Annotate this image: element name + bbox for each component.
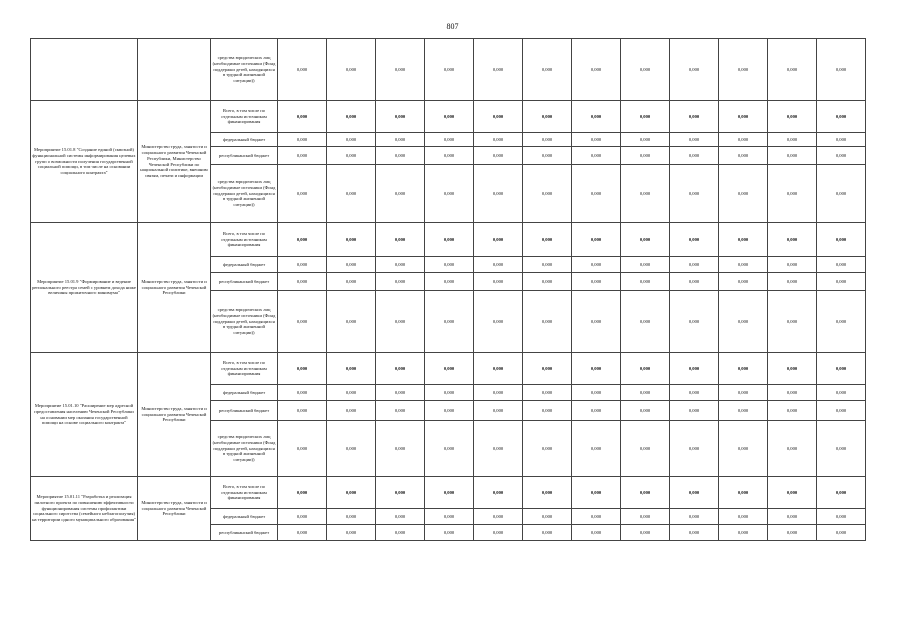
amount-cell: 0,000 <box>376 385 425 401</box>
amount-cell: 0,000 <box>670 223 719 257</box>
amount-cell: 0,000 <box>425 421 474 477</box>
amount-cell: 0,000 <box>670 401 719 421</box>
amount-cell: 0,000 <box>719 477 768 509</box>
amount-cell: 0,000 <box>572 257 621 273</box>
amount-cell: 0,000 <box>670 291 719 353</box>
event-name-cell: Мероприятие 15.01.8 "Создание единой (сквозной) функциональной системы информирования целевых групп о возможности получения государственной социальной помощи, в том числе на основании социального контракта" <box>31 101 138 223</box>
table-row <box>31 39 866 101</box>
amount-cell: 0,000 <box>621 477 670 509</box>
amount-cell: 0,000 <box>817 147 866 165</box>
amount-cell: 0,000 <box>278 291 327 353</box>
amount-cell: 0,000 <box>572 353 621 385</box>
amount-cell: 0,000 <box>474 133 523 147</box>
amount-cell: 0,000 <box>425 147 474 165</box>
amount-cell: 0,000 <box>817 257 866 273</box>
amount-cell: 0,000 <box>817 353 866 385</box>
amount-cell: 0,000 <box>474 401 523 421</box>
amount-cell: 0,000 <box>621 133 670 147</box>
responsible-org-cell: Министерство труда, занятости и социального развития Чеченской Республики <box>138 477 211 541</box>
amount-cell: 0,000 <box>621 385 670 401</box>
amount-cell: 0,000 <box>474 39 523 101</box>
amount-cell: 0,000 <box>768 101 817 133</box>
amount-cell: 0,000 <box>768 291 817 353</box>
amount-cell: 0,000 <box>621 165 670 223</box>
funding-source-cell: Всего, в том числе по отдельным источникам финансирования <box>211 223 278 257</box>
funding-source-cell: республиканский бюджет <box>211 401 278 421</box>
amount-cell: 0,000 <box>327 525 376 541</box>
amount-cell: 0,000 <box>817 39 866 101</box>
amount-cell: 0,000 <box>376 421 425 477</box>
amount-cell: 0,000 <box>719 353 768 385</box>
amount-cell: 0,000 <box>474 421 523 477</box>
amount-cell: 0,000 <box>327 385 376 401</box>
amount-cell: 0,000 <box>621 421 670 477</box>
amount-cell: 0,000 <box>719 401 768 421</box>
amount-cell: 0,000 <box>376 353 425 385</box>
amount-cell: 0,000 <box>376 147 425 165</box>
funding-source-cell: республиканский бюджет <box>211 525 278 541</box>
funding-source-cell: Всего, в том числе по отдельным источникам финансирования <box>211 353 278 385</box>
table-row <box>31 477 866 509</box>
amount-cell: 0,000 <box>376 525 425 541</box>
amount-cell: 0,000 <box>278 525 327 541</box>
amount-cell: 0,000 <box>523 385 572 401</box>
amount-cell: 0,000 <box>327 223 376 257</box>
amount-cell: 0,000 <box>425 477 474 509</box>
amount-cell: 0,000 <box>768 509 817 525</box>
amount-cell: 0,000 <box>621 401 670 421</box>
amount-cell: 0,000 <box>425 509 474 525</box>
amount-cell: 0,000 <box>523 147 572 165</box>
amount-cell: 0,000 <box>278 273 327 291</box>
amount-cell: 0,000 <box>474 257 523 273</box>
amount-cell: 0,000 <box>768 257 817 273</box>
amount-cell: 0,000 <box>817 421 866 477</box>
amount-cell: 0,000 <box>523 291 572 353</box>
amount-cell: 0,000 <box>817 509 866 525</box>
amount-cell: 0,000 <box>768 165 817 223</box>
amount-cell: 0,000 <box>817 133 866 147</box>
amount-cell: 0,000 <box>719 421 768 477</box>
amount-cell: 0,000 <box>425 291 474 353</box>
amount-cell: 0,000 <box>376 101 425 133</box>
funding-source-cell: средства юридических лиц (необходимые источники (Фонд поддержки детей, находящихся в трудной жизненной ситуации)) <box>211 291 278 353</box>
amount-cell: 0,000 <box>817 101 866 133</box>
amount-cell: 0,000 <box>621 509 670 525</box>
amount-cell: 0,000 <box>523 477 572 509</box>
amount-cell: 0,000 <box>768 421 817 477</box>
amount-cell: 0,000 <box>376 477 425 509</box>
amount-cell: 0,000 <box>817 401 866 421</box>
amount-cell: 0,000 <box>376 39 425 101</box>
amount-cell: 0,000 <box>670 477 719 509</box>
table-row <box>31 101 866 133</box>
amount-cell: 0,000 <box>670 101 719 133</box>
amount-cell: 0,000 <box>278 401 327 421</box>
amount-cell: 0,000 <box>327 421 376 477</box>
amount-cell: 0,000 <box>572 401 621 421</box>
amount-cell: 0,000 <box>572 509 621 525</box>
amount-cell: 0,000 <box>425 525 474 541</box>
funding-source-cell: республиканский бюджет <box>211 147 278 165</box>
event-name-cell: Мероприятие 15.01.10 "Расширение мер адресной предоставления населению Чеченской Республики на основании мер оказания государственной помощи на основе социального контракта" <box>31 353 138 477</box>
responsible-org-cell: Министерство труда, занятости и социального развития Чеченской Республики <box>138 223 211 353</box>
amount-cell: 0,000 <box>670 39 719 101</box>
amount-cell: 0,000 <box>768 525 817 541</box>
amount-cell: 0,000 <box>425 401 474 421</box>
amount-cell: 0,000 <box>474 353 523 385</box>
amount-cell: 0,000 <box>768 477 817 509</box>
amount-cell: 0,000 <box>670 421 719 477</box>
funding-source-cell: федеральный бюджет <box>211 257 278 273</box>
amount-cell: 0,000 <box>523 401 572 421</box>
responsible-org-cell <box>138 39 211 101</box>
amount-cell: 0,000 <box>376 165 425 223</box>
funding-source-cell: Всего, в том числе по отдельным источникам финансирования <box>211 477 278 509</box>
amount-cell: 0,000 <box>278 223 327 257</box>
amount-cell: 0,000 <box>474 273 523 291</box>
amount-cell: 0,000 <box>768 273 817 291</box>
amount-cell: 0,000 <box>572 525 621 541</box>
amount-cell: 0,000 <box>719 509 768 525</box>
amount-cell: 0,000 <box>474 509 523 525</box>
amount-cell: 0,000 <box>670 509 719 525</box>
amount-cell: 0,000 <box>670 385 719 401</box>
amount-cell: 0,000 <box>817 525 866 541</box>
amount-cell: 0,000 <box>474 165 523 223</box>
amount-cell: 0,000 <box>327 257 376 273</box>
amount-cell: 0,000 <box>817 385 866 401</box>
amount-cell: 0,000 <box>474 223 523 257</box>
funding-source-cell: федеральный бюджет <box>211 509 278 525</box>
amount-cell: 0,000 <box>719 257 768 273</box>
amount-cell: 0,000 <box>376 291 425 353</box>
event-name-cell: Мероприятие 15.01.9 "Формирование и ведение регионального реестра семей с уровнем дохода ниже величины прожиточного минимума" <box>31 223 138 353</box>
amount-cell: 0,000 <box>376 223 425 257</box>
amount-cell: 0,000 <box>523 421 572 477</box>
amount-cell: 0,000 <box>572 385 621 401</box>
amount-cell: 0,000 <box>278 147 327 165</box>
amount-cell: 0,000 <box>621 223 670 257</box>
amount-cell: 0,000 <box>474 147 523 165</box>
amount-cell: 0,000 <box>278 165 327 223</box>
amount-cell: 0,000 <box>474 477 523 509</box>
amount-cell: 0,000 <box>572 477 621 509</box>
amount-cell: 0,000 <box>425 39 474 101</box>
amount-cell: 0,000 <box>327 273 376 291</box>
funding-source-cell: федеральный бюджет <box>211 133 278 147</box>
amount-cell: 0,000 <box>425 385 474 401</box>
amount-cell: 0,000 <box>817 273 866 291</box>
amount-cell: 0,000 <box>425 223 474 257</box>
amount-cell: 0,000 <box>278 421 327 477</box>
amount-cell: 0,000 <box>768 401 817 421</box>
amount-cell: 0,000 <box>768 353 817 385</box>
responsible-org-cell: Министерство труда, занятости и социального развития Чеченской Республики <box>138 353 211 477</box>
amount-cell: 0,000 <box>474 291 523 353</box>
amount-cell: 0,000 <box>768 147 817 165</box>
amount-cell: 0,000 <box>621 273 670 291</box>
amount-cell: 0,000 <box>523 223 572 257</box>
funding-source-cell: республиканский бюджет <box>211 273 278 291</box>
amount-cell: 0,000 <box>572 421 621 477</box>
amount-cell: 0,000 <box>670 273 719 291</box>
financing-table <box>30 38 866 541</box>
amount-cell: 0,000 <box>474 385 523 401</box>
amount-cell: 0,000 <box>523 39 572 101</box>
amount-cell: 0,000 <box>425 101 474 133</box>
amount-cell: 0,000 <box>621 39 670 101</box>
amount-cell: 0,000 <box>425 353 474 385</box>
amount-cell: 0,000 <box>768 385 817 401</box>
amount-cell: 0,000 <box>572 165 621 223</box>
table-row <box>31 223 866 257</box>
amount-cell: 0,000 <box>621 257 670 273</box>
amount-cell: 0,000 <box>817 477 866 509</box>
amount-cell: 0,000 <box>523 133 572 147</box>
amount-cell: 0,000 <box>670 133 719 147</box>
amount-cell: 0,000 <box>278 353 327 385</box>
amount-cell: 0,000 <box>572 223 621 257</box>
amount-cell: 0,000 <box>670 147 719 165</box>
amount-cell: 0,000 <box>327 477 376 509</box>
amount-cell: 0,000 <box>425 133 474 147</box>
amount-cell: 0,000 <box>817 291 866 353</box>
amount-cell: 0,000 <box>719 385 768 401</box>
amount-cell: 0,000 <box>327 39 376 101</box>
amount-cell: 0,000 <box>523 165 572 223</box>
amount-cell: 0,000 <box>376 273 425 291</box>
funding-source-cell: средства юридических лиц (необходимые источники (Фонд поддержки детей, находящихся в трудной жизненной ситуации)) <box>211 39 278 101</box>
event-name-cell: Мероприятие 15.01.11 "Разработка и реализация пилотного проекта по повышению эффективности функционирования системы профилактики социального сиротства (семейного неблагополучия) на территории одного муниципального образования" <box>31 477 138 541</box>
funding-source-cell: федеральный бюджет <box>211 385 278 401</box>
amount-cell: 0,000 <box>572 101 621 133</box>
amount-cell: 0,000 <box>670 525 719 541</box>
amount-cell: 0,000 <box>327 291 376 353</box>
amount-cell: 0,000 <box>278 385 327 401</box>
amount-cell: 0,000 <box>278 477 327 509</box>
amount-cell: 0,000 <box>719 525 768 541</box>
amount-cell: 0,000 <box>278 257 327 273</box>
amount-cell: 0,000 <box>327 509 376 525</box>
amount-cell: 0,000 <box>719 223 768 257</box>
amount-cell: 0,000 <box>572 273 621 291</box>
amount-cell: 0,000 <box>572 39 621 101</box>
amount-cell: 0,000 <box>523 353 572 385</box>
amount-cell: 0,000 <box>425 165 474 223</box>
funding-source-cell: средства юридических лиц (необходимые источники (Фонд поддержки детей, находящихся в трудной жизненной ситуации)) <box>211 165 278 223</box>
amount-cell: 0,000 <box>817 223 866 257</box>
funding-source-cell: Всего, в том числе по отдельным источникам финансирования <box>211 101 278 133</box>
amount-cell: 0,000 <box>719 101 768 133</box>
amount-cell: 0,000 <box>719 39 768 101</box>
amount-cell: 0,000 <box>621 101 670 133</box>
amount-cell: 0,000 <box>278 133 327 147</box>
responsible-org-cell: Министерство труда, занятости и социального развития Чеченской Республики, Министерство Чеченской Республики по национальной политике, внешним связям, печати и информации <box>138 101 211 223</box>
amount-cell: 0,000 <box>278 509 327 525</box>
amount-cell: 0,000 <box>768 39 817 101</box>
amount-cell: 0,000 <box>670 165 719 223</box>
amount-cell: 0,000 <box>621 147 670 165</box>
amount-cell: 0,000 <box>425 257 474 273</box>
amount-cell: 0,000 <box>376 509 425 525</box>
amount-cell: 0,000 <box>278 39 327 101</box>
amount-cell: 0,000 <box>719 165 768 223</box>
amount-cell: 0,000 <box>670 257 719 273</box>
amount-cell: 0,000 <box>523 257 572 273</box>
amount-cell: 0,000 <box>621 291 670 353</box>
amount-cell: 0,000 <box>621 353 670 385</box>
amount-cell: 0,000 <box>817 165 866 223</box>
amount-cell: 0,000 <box>474 101 523 133</box>
table-row <box>31 353 866 385</box>
amount-cell: 0,000 <box>474 525 523 541</box>
amount-cell: 0,000 <box>719 273 768 291</box>
amount-cell: 0,000 <box>523 273 572 291</box>
funding-source-cell: средства юридических лиц (необходимые источники (Фонд поддержки детей, находящихся в трудной жизненной ситуации)) <box>211 421 278 477</box>
amount-cell: 0,000 <box>327 101 376 133</box>
amount-cell: 0,000 <box>572 133 621 147</box>
amount-cell: 0,000 <box>719 147 768 165</box>
amount-cell: 0,000 <box>376 133 425 147</box>
amount-cell: 0,000 <box>768 223 817 257</box>
amount-cell: 0,000 <box>523 525 572 541</box>
amount-cell: 0,000 <box>327 401 376 421</box>
amount-cell: 0,000 <box>425 273 474 291</box>
amount-cell: 0,000 <box>670 353 719 385</box>
amount-cell: 0,000 <box>327 147 376 165</box>
amount-cell: 0,000 <box>523 509 572 525</box>
amount-cell: 0,000 <box>278 101 327 133</box>
amount-cell: 0,000 <box>327 353 376 385</box>
page-number: 807 <box>446 22 459 31</box>
amount-cell: 0,000 <box>376 257 425 273</box>
amount-cell: 0,000 <box>621 525 670 541</box>
amount-cell: 0,000 <box>376 401 425 421</box>
amount-cell: 0,000 <box>523 101 572 133</box>
amount-cell: 0,000 <box>327 165 376 223</box>
amount-cell: 0,000 <box>327 133 376 147</box>
amount-cell: 0,000 <box>768 133 817 147</box>
amount-cell: 0,000 <box>719 291 768 353</box>
amount-cell: 0,000 <box>572 147 621 165</box>
amount-cell: 0,000 <box>572 291 621 353</box>
amount-cell: 0,000 <box>719 133 768 147</box>
event-name-cell <box>31 39 138 101</box>
